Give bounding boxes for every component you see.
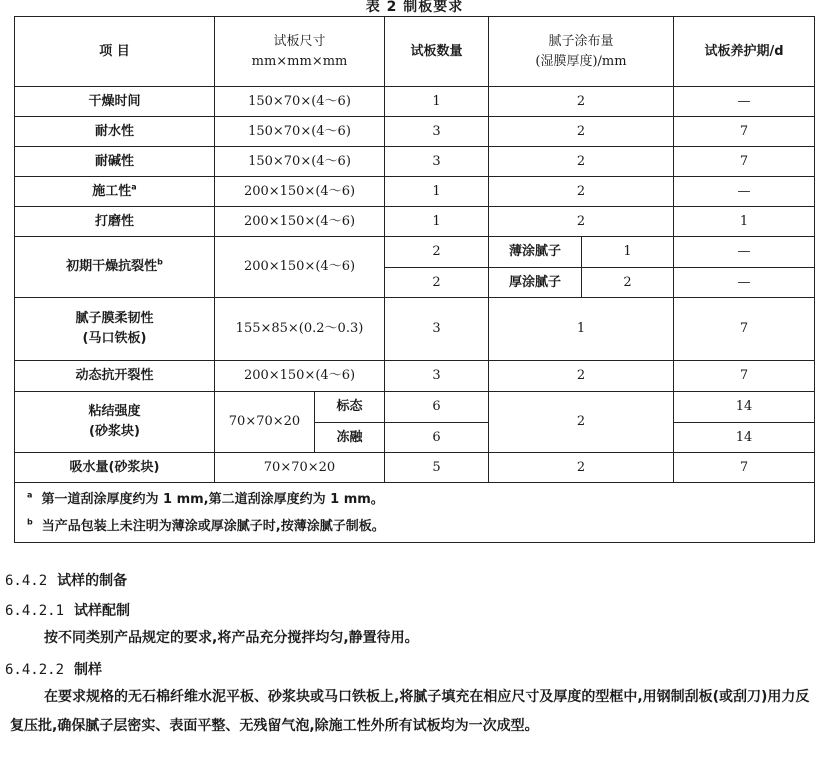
row-coat: 2: [489, 361, 674, 392]
row-item: [15, 237, 215, 298]
row-size: 150×70×(4～6): [215, 147, 385, 177]
footnote-b-text: 当产品包装上未注明为薄涂或厚涂腻子时,按薄涂腻子制板。: [41, 518, 385, 534]
row-count: 1: [385, 177, 489, 207]
row-coat: 2: [582, 268, 674, 298]
header-coat-line2: (湿膜厚度)/mm: [535, 53, 627, 69]
row-subcondition: 冻融: [315, 423, 385, 453]
row-cure: 14: [674, 392, 815, 423]
table-header-row: [15, 17, 815, 87]
section-heading-6-4-2-1: [5, 600, 130, 620]
header-size-line2: mm×mm×mm: [251, 53, 348, 69]
row-item-line1: 腻子膜柔韧性: [75, 311, 154, 326]
footnote-a-text: 第一道刮涂厚度约为 1 mm,第二道刮涂厚度约为 1 mm。: [41, 491, 384, 507]
row-count: 3: [385, 361, 489, 392]
table-row: [15, 453, 815, 483]
header-size: [215, 17, 385, 87]
row-cure: —: [674, 177, 815, 207]
row-cure: 7: [674, 117, 815, 147]
row-cure: —: [674, 87, 815, 117]
row-item: 动态抗开裂性: [15, 361, 215, 392]
table-row: [15, 392, 815, 423]
row-size: 70×70×20: [215, 392, 315, 453]
row-item: [15, 298, 215, 361]
row-count: 6: [385, 423, 489, 453]
row-size: 200×150×(4～6): [215, 361, 385, 392]
row-subcondition: 标态: [315, 392, 385, 423]
table-title: 表 2 制板要求: [365, 0, 464, 15]
row-coat: 2: [489, 147, 674, 177]
row-item: 打磨性: [15, 207, 215, 237]
table-row: [15, 361, 815, 392]
row-size: 70×70×20: [215, 453, 385, 483]
paragraph-preparation: 按不同类别产品规定的要求,将产品充分搅拌均匀,静置待用。: [44, 630, 419, 646]
footnote-mark-b: b: [157, 257, 163, 267]
row-count: 5: [385, 453, 489, 483]
row-item: 吸水量(砂浆块): [15, 453, 215, 483]
section-number: 6.4.2: [5, 573, 48, 589]
header-cure: 试板养护期/d: [674, 17, 815, 87]
row-cure: —: [674, 268, 815, 298]
footnote-b-mark: b: [27, 517, 33, 527]
row-count: 2: [385, 237, 489, 268]
row-size: 200×150×(4～6): [215, 177, 385, 207]
row-cure: 7: [674, 361, 815, 392]
table-row: [15, 87, 815, 117]
footnote-a-mark: a: [27, 490, 33, 500]
row-count: 1: [385, 207, 489, 237]
row-item-line2: (砂浆块): [89, 424, 140, 439]
row-coat: 1: [582, 237, 674, 268]
row-count: 2: [385, 268, 489, 298]
row-item-line2: (马口铁板): [82, 331, 147, 346]
row-item-label: 施工性: [92, 183, 132, 199]
row-cure: 7: [674, 147, 815, 177]
header-count: 试板数量: [385, 17, 489, 87]
section-title: 试样的制备: [57, 573, 128, 589]
header-coat-line1: 腻子涂布量: [548, 33, 614, 49]
footnote-a: [27, 486, 810, 513]
row-count: 3: [385, 147, 489, 177]
row-size: 200×150×(4～6): [215, 237, 385, 298]
header-item: 项 目: [15, 17, 215, 87]
table-row: [15, 207, 815, 237]
row-cure: 7: [674, 298, 815, 361]
row-item-label: 初期干燥抗裂性: [66, 259, 158, 274]
section-heading-6-4-2-2: [5, 659, 102, 679]
table-row: [15, 177, 815, 207]
section-number: 6.4.2.1: [5, 603, 65, 619]
section-number: 6.4.2.2: [5, 662, 65, 678]
row-item: [15, 392, 215, 453]
row-size: 155×85×(0.2～0.3): [215, 298, 385, 361]
requirements-table: [14, 16, 815, 543]
row-item: 干燥时间: [15, 87, 215, 117]
section-heading-6-4-2: [5, 570, 127, 590]
row-coat: 2: [489, 117, 674, 147]
row-coat-type: 厚涂腻子: [489, 268, 582, 298]
paragraph-sampling: 在要求规格的无石棉纤维水泥平板、砂浆块或马口铁板上,将腻子填充在相应尺寸及厚度的型框中,用钢制刮板(或刮刀)用力反复压批,确保腻子层密实、表面平整、无残留气泡,除施工性外所有试板均为一次成型。: [10, 689, 810, 734]
row-size: 200×150×(4～6): [215, 207, 385, 237]
row-count: 3: [385, 298, 489, 361]
row-coat: 2: [489, 453, 674, 483]
row-size: 150×70×(4～6): [215, 87, 385, 117]
footnote-mark-a: a: [131, 182, 137, 192]
footnote-b: [27, 513, 810, 540]
table-notes-row: [15, 483, 815, 543]
row-item: 耐水性: [15, 117, 215, 147]
row-coat: 2: [489, 207, 674, 237]
row-coat: 2: [489, 177, 674, 207]
row-coat: 2: [489, 392, 674, 453]
row-cure: 14: [674, 423, 815, 453]
section-title: 制样: [74, 662, 103, 678]
row-item: [15, 177, 215, 207]
row-cure: 1: [674, 207, 815, 237]
row-count: 3: [385, 117, 489, 147]
table-notes: [15, 483, 815, 543]
row-coat: 2: [489, 87, 674, 117]
row-cure: —: [674, 237, 815, 268]
row-coat: 1: [489, 298, 674, 361]
row-cure: 7: [674, 453, 815, 483]
section-title: 试样配制: [74, 603, 131, 619]
row-item: 耐碱性: [15, 147, 215, 177]
table-row: [15, 237, 815, 268]
header-size-line1: 试板尺寸: [273, 33, 326, 49]
row-size: 150×70×(4～6): [215, 117, 385, 147]
table-row: [15, 298, 815, 361]
header-coat: [489, 17, 674, 87]
row-count: 1: [385, 87, 489, 117]
row-item-line1: 粘结强度: [88, 404, 141, 419]
row-count: 6: [385, 392, 489, 423]
table-row: [15, 117, 815, 147]
table-row: [15, 147, 815, 177]
row-coat-type: 薄涂腻子: [489, 237, 582, 268]
